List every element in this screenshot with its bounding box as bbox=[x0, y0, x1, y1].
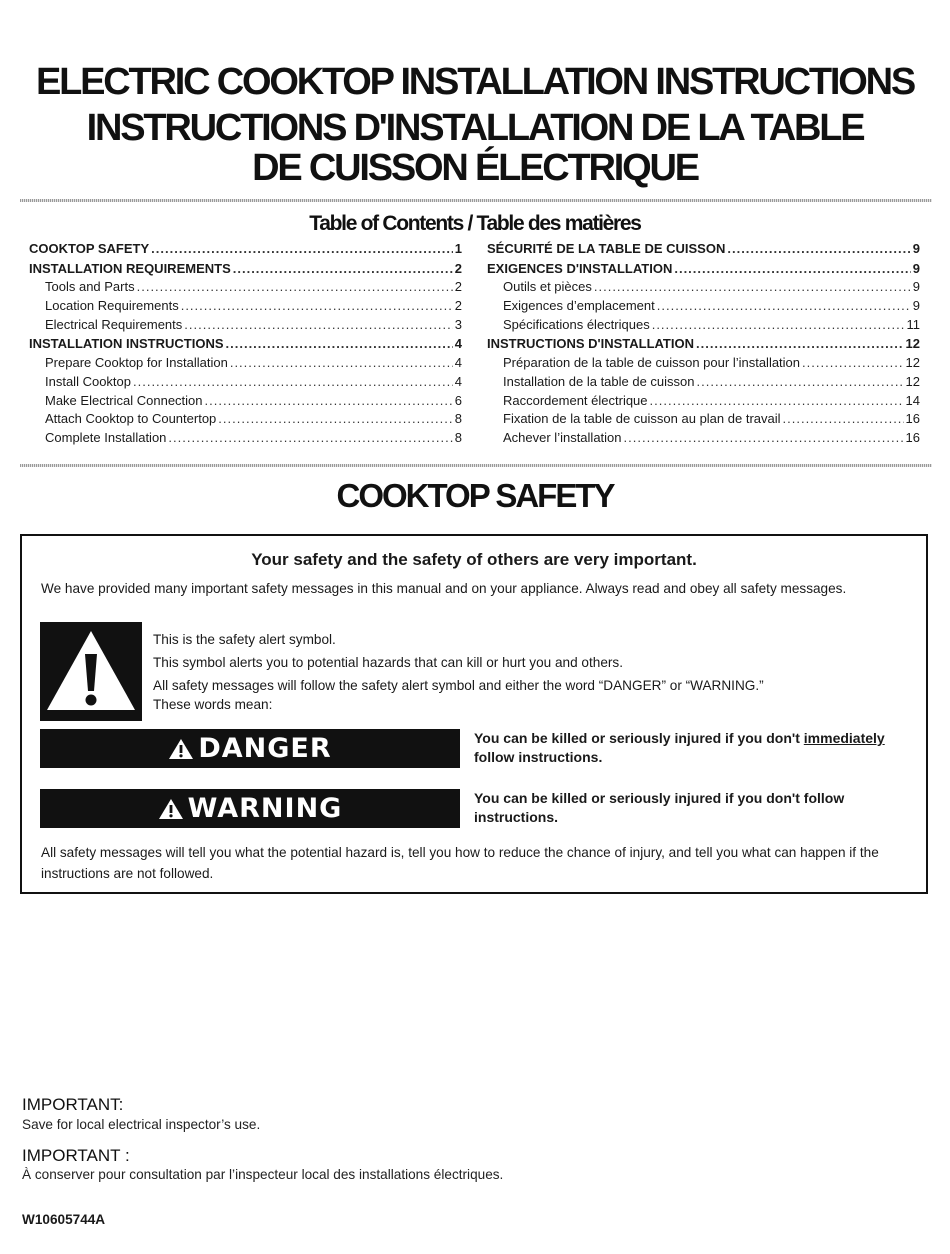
danger-text-emphasis: immediately bbox=[803, 730, 885, 746]
toc-entry bbox=[29, 336, 462, 355]
safety-box-heading: Your safety and the safety of others are very important. bbox=[251, 550, 697, 569]
toc-entry-page: 9 bbox=[912, 260, 920, 276]
toc-heading: Table of Contents / Table des matières bbox=[309, 212, 641, 235]
warning-alert-icon bbox=[158, 797, 184, 821]
warning-description: You can be killed or seriously injured if you don't follow instructions. bbox=[474, 790, 845, 825]
toc-entry-label: Electrical Requirements bbox=[45, 316, 183, 332]
toc-leader-dots bbox=[783, 411, 904, 426]
toc-entry-page: 9 bbox=[912, 279, 920, 295]
toc-entry bbox=[487, 336, 920, 355]
toc-entry bbox=[29, 411, 462, 430]
toc-entry-label: INSTALLATION INSTRUCTIONS bbox=[29, 336, 224, 352]
danger-alert-icon bbox=[168, 737, 194, 761]
toc-entry-page: 14 bbox=[905, 392, 920, 408]
toc-entry-page: 2 bbox=[454, 279, 462, 295]
toc-entry-page: 11 bbox=[906, 316, 920, 332]
safety-box bbox=[20, 534, 928, 894]
toc-entry-page: 2 bbox=[454, 260, 462, 276]
toc-entry-label: COOKTOP SAFETY bbox=[29, 241, 150, 256]
toc-entry-label: Attach Cooktop to Countertop bbox=[45, 411, 217, 427]
important-label-english: IMPORTANT: bbox=[22, 1095, 124, 1114]
title-french-line1: INSTRUCTIONS D'INSTALLATION DE LA TABLE bbox=[86, 107, 864, 149]
title-french-line2: DE CUISSON ÉLECTRIQUE bbox=[252, 147, 698, 189]
title-english: ELECTRIC COOKTOP INSTALLATION INSTRUCTIONS bbox=[35, 61, 914, 103]
toc-entry bbox=[487, 355, 920, 374]
toc-entry-label: Exigences d’emplacement bbox=[503, 298, 655, 314]
toc-entry-label: INSTRUCTIONS D'INSTALLATION bbox=[487, 336, 694, 352]
toc-leader-dots bbox=[674, 261, 910, 276]
toc-entry-label: Prepare Cooktop for Installation bbox=[45, 355, 228, 371]
important-label-french: IMPORTANT : bbox=[22, 1146, 130, 1165]
toc-leader-dots bbox=[168, 430, 452, 445]
toc-entry bbox=[487, 411, 920, 430]
toc-entry-label: Achever l’installation bbox=[503, 429, 622, 445]
alert-explanation bbox=[153, 630, 913, 718]
toc-entry-page: 8 bbox=[454, 429, 462, 445]
toc-entry-page: 9 bbox=[912, 241, 920, 256]
toc-entry-page: 2 bbox=[454, 298, 462, 314]
section-title-cooktop-safety: COOKTOP SAFETY bbox=[336, 477, 614, 514]
toc-entry-label: Tools and Parts bbox=[45, 279, 135, 295]
toc-entry bbox=[487, 279, 920, 298]
toc-leader-dots bbox=[650, 393, 904, 408]
divider-top bbox=[20, 199, 932, 202]
toc-leader-dots bbox=[181, 298, 453, 313]
warning-signal-panel bbox=[40, 789, 460, 828]
toc-entry bbox=[29, 298, 462, 317]
safety-intro: We have provided many important safety messages in this manual and on your appliance. Always read and obey all safety messages. bbox=[41, 581, 847, 596]
toc-leader-dots bbox=[657, 298, 911, 313]
toc-entry-page: 3 bbox=[454, 316, 462, 332]
toc-entry-label: Make Electrical Connection bbox=[45, 392, 203, 408]
toc-entry bbox=[487, 393, 920, 412]
toc-entry-page: 16 bbox=[905, 429, 920, 445]
toc-entry bbox=[487, 374, 920, 393]
toc-entry bbox=[29, 374, 462, 393]
toc-leader-dots bbox=[727, 241, 910, 256]
toc-entry-label: SÉCURITÉ DE LA TABLE DE CUISSON bbox=[487, 241, 726, 256]
danger-text-part2: follow instructions. bbox=[474, 749, 603, 765]
toc-entry-label: Raccordement électrique bbox=[503, 392, 648, 408]
document-number: W10605744A bbox=[22, 1212, 106, 1227]
warning-label: WARNING bbox=[187, 793, 343, 824]
toc-entry-page: 8 bbox=[454, 411, 462, 427]
toc-entry-page: 1 bbox=[454, 241, 462, 256]
toc-entry-label: Fixation de la table de cuisson au plan de travail bbox=[503, 411, 781, 427]
toc-entry bbox=[487, 298, 920, 317]
toc-entry bbox=[29, 261, 462, 280]
toc-leader-dots bbox=[226, 336, 453, 351]
danger-description bbox=[474, 729, 924, 767]
toc-entry bbox=[29, 279, 462, 298]
important-text-english: Save for local electrical inspector’s use. bbox=[22, 1117, 261, 1132]
danger-label: DANGER bbox=[198, 733, 332, 764]
toc-leader-dots bbox=[696, 336, 904, 351]
toc-column-french bbox=[487, 240, 920, 449]
warning-triangle-icon bbox=[40, 622, 142, 721]
toc-leader-dots bbox=[802, 355, 904, 370]
toc-leader-dots bbox=[652, 317, 905, 332]
toc-entry-page: 4 bbox=[454, 373, 462, 389]
toc-entry-label: Installation de la table de cuisson bbox=[503, 373, 695, 389]
toc-entry bbox=[487, 261, 920, 280]
toc-entry-page: 12 bbox=[905, 373, 920, 389]
toc-leader-dots bbox=[137, 279, 453, 294]
toc-leader-dots bbox=[205, 393, 453, 408]
danger-signal-panel bbox=[40, 729, 460, 768]
toc-entry bbox=[29, 430, 462, 449]
toc-entry-label: EXIGENCES D'INSTALLATION bbox=[487, 260, 673, 276]
toc-leader-dots bbox=[233, 261, 453, 276]
danger-text-part1: You can be killed or seriously injured if you don't bbox=[474, 730, 804, 746]
toc-entry-page: 12 bbox=[905, 355, 920, 371]
toc-entry bbox=[29, 317, 462, 336]
alert-line-3: All safety messages will follow the safety alert symbol and either the word “DANGER” or “WARNING.” bbox=[153, 678, 764, 693]
safety-footer: All safety messages will tell you what the potential hazard is, tell you how to reduce the chance of injury, and tell you what can happen if the instructions are not followed. bbox=[41, 845, 879, 881]
toc-entry-page: 6 bbox=[454, 392, 462, 408]
toc-column-english bbox=[29, 240, 462, 449]
toc-leader-dots bbox=[184, 317, 452, 332]
toc-entry-page: 4 bbox=[454, 336, 462, 352]
toc-entry-page: 4 bbox=[454, 355, 462, 371]
toc-entry-page: 12 bbox=[905, 336, 920, 352]
toc-entry bbox=[487, 430, 920, 449]
toc-entry-label: INSTALLATION REQUIREMENTS bbox=[29, 260, 231, 276]
toc-entry bbox=[29, 241, 462, 260]
toc-leader-dots bbox=[230, 355, 453, 370]
toc-entry bbox=[487, 317, 920, 336]
divider-toc bbox=[20, 464, 932, 467]
toc-entry-label: Install Cooktop bbox=[45, 373, 131, 389]
important-text-french: À conserver pour consultation par l’inspecteur local des installations électriques. bbox=[22, 1167, 504, 1182]
toc-leader-dots bbox=[133, 374, 453, 389]
toc-entry-label: Outils et pièces bbox=[503, 279, 592, 295]
toc-leader-dots bbox=[624, 430, 904, 445]
toc-entry-label: Complete Installation bbox=[45, 429, 167, 445]
toc-leader-dots bbox=[697, 374, 904, 389]
alert-line-1: This is the safety alert symbol. bbox=[153, 632, 336, 647]
alert-line-2: This symbol alerts you to potential hazards that can kill or hurt you and others. bbox=[153, 655, 623, 670]
toc-leader-dots bbox=[594, 279, 911, 294]
toc-entry bbox=[29, 393, 462, 412]
toc-entry-label: Location Requirements bbox=[45, 298, 179, 314]
toc-entry-page: 9 bbox=[912, 298, 920, 314]
toc-entry-page: 16 bbox=[905, 411, 920, 427]
alert-line-4: These words mean: bbox=[153, 697, 273, 712]
toc-entry-label: Préparation de la table de cuisson pour l’installation bbox=[503, 355, 801, 371]
toc-entry-label: Spécifications électriques bbox=[503, 316, 650, 332]
toc-entry bbox=[29, 355, 462, 374]
toc-leader-dots bbox=[218, 411, 452, 426]
toc-entry bbox=[487, 241, 920, 260]
toc-leader-dots bbox=[151, 241, 453, 256]
